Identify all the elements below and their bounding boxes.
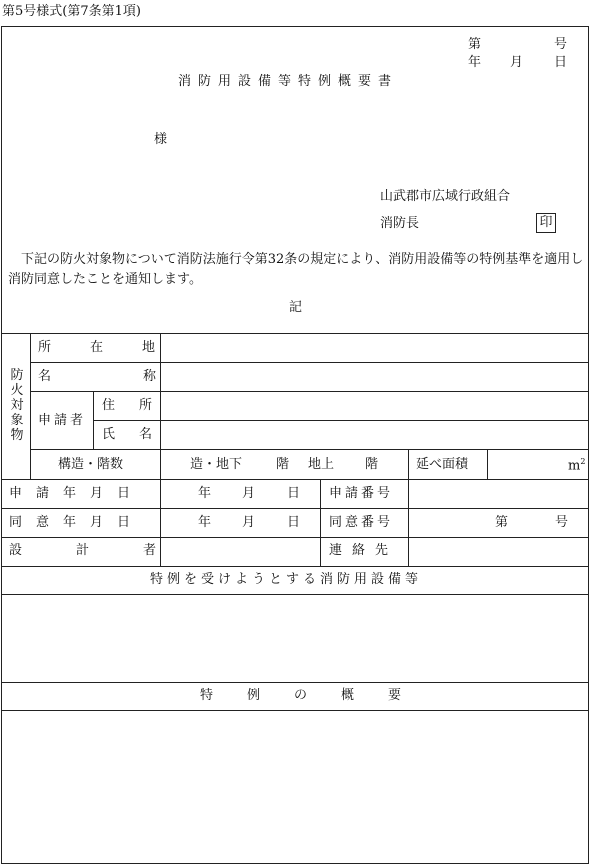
floor-area-unit-base: m (568, 458, 581, 474)
rule-row-8 (1, 566, 589, 567)
addressee-suffix: 様 (154, 132, 168, 147)
date-day: 日 (554, 55, 568, 70)
name-label: 名称 (38, 369, 249, 384)
rule-col-group (30, 333, 31, 479)
designer-label: 設計者 (9, 543, 211, 558)
structure-label: 構造・階数 (58, 457, 124, 472)
applicant-label: 申請者 (38, 413, 87, 428)
application-date-label: 申請年月日 (9, 486, 145, 501)
structure-chijo: 地上 (308, 457, 335, 472)
special-equipment-heading: 特例を受けようとする消防用設備等 (150, 572, 423, 587)
structure-zou: 造・地下 (190, 457, 243, 472)
person-name-label: 氏名 (102, 427, 177, 442)
rule-col-applicant (93, 391, 94, 449)
rule-row-6 (1, 508, 589, 509)
document-title: 消防用設備等特例概要書 (178, 74, 399, 89)
seal-stamp: 印 (536, 213, 556, 233)
rule-row-2 (30, 391, 589, 392)
fire-object-group-label: 防火対象物 (10, 368, 24, 443)
app-date-month: 月 (242, 486, 256, 501)
rule-row-9 (1, 594, 589, 595)
structure-kai-2: 階 (365, 457, 379, 472)
rule-col-area-value (487, 449, 488, 479)
sender-title: 消防長 (380, 216, 420, 231)
consent-no-dai: 第 (495, 515, 509, 530)
consent-date-day: 日 (287, 515, 301, 530)
structure-kai-1: 階 (276, 457, 290, 472)
notice-body-text: 下記の防火対象物について消防法施行令第32条の規定により、消防用設備等の特例基準を適用し消防同意したことを通知します。 (8, 252, 584, 287)
floor-area-unit-exp: 2 (580, 457, 586, 466)
contact-label: 連絡先 (329, 543, 399, 558)
application-number-label: 申請番号 (329, 486, 394, 501)
form-number-label: 第5号様式(第7条第1項) (2, 4, 141, 19)
location-label: 所在地 (38, 340, 195, 355)
consent-number-label: 同意番号 (329, 515, 394, 530)
consent-date-label: 同意年月日 (9, 515, 145, 530)
consent-date-year: 年 (198, 515, 212, 530)
rule-row-4 (30, 449, 589, 450)
ki-label: 記 (289, 300, 303, 315)
app-date-day: 日 (287, 486, 301, 501)
sender-organization: 山武郡市広域行政組合 (380, 189, 511, 204)
rule-row-11 (1, 710, 589, 711)
form-frame (1, 26, 589, 864)
rule-row-7 (1, 537, 589, 538)
consent-date-month: 月 (242, 515, 256, 530)
rule-row-3 (93, 420, 589, 421)
rule-row-5 (1, 479, 589, 480)
special-summary-heading: 特例の概要 (200, 688, 436, 703)
rule-col-area-label (408, 449, 409, 479)
floor-area-label: 延べ面積 (416, 457, 469, 472)
date-month: 月 (510, 55, 524, 70)
app-date-year: 年 (198, 486, 212, 501)
rule-col-right-value (408, 479, 409, 566)
address-label: 住所 (102, 398, 177, 413)
rule-table-top (1, 333, 589, 334)
rule-row-10 (1, 682, 589, 683)
date-year: 年 (468, 55, 482, 70)
doc-number-suffix: 号 (554, 37, 568, 52)
consent-no-gou: 号 (555, 515, 569, 530)
rule-col-right-label (320, 479, 321, 566)
rule-row-1 (30, 362, 589, 363)
floor-area-unit (568, 458, 585, 472)
doc-number-prefix: 第 (468, 37, 482, 52)
